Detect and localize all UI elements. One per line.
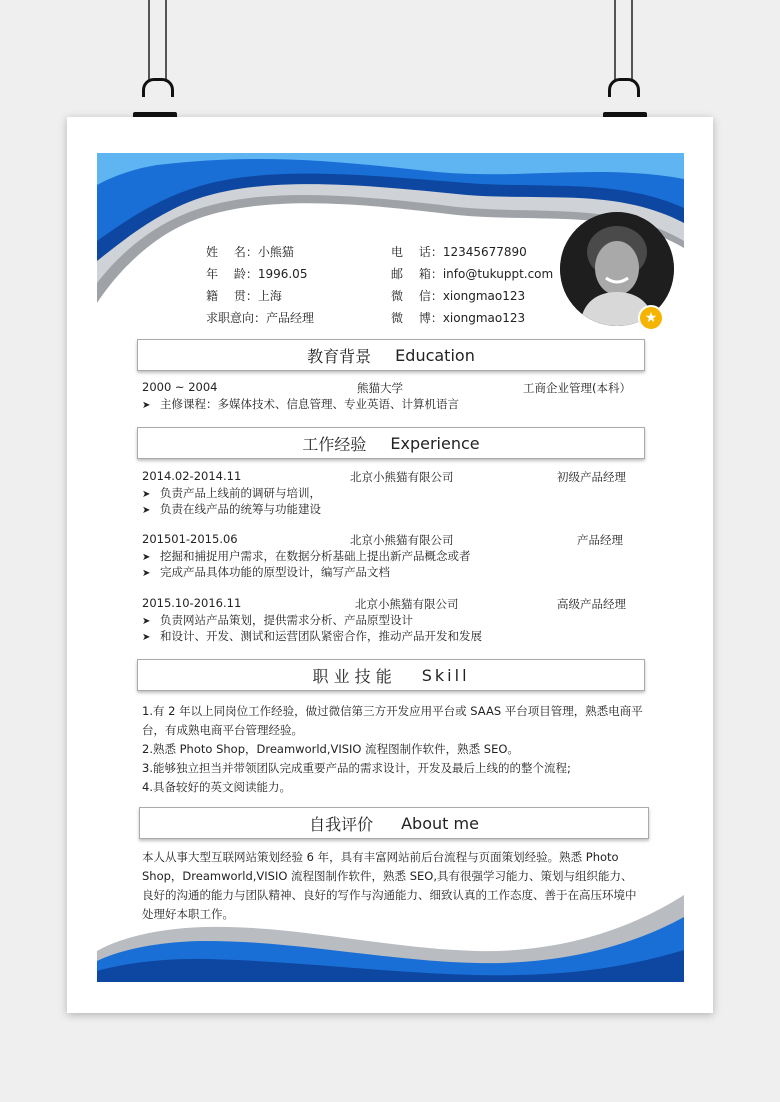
name-value: 小熊猫	[257, 245, 294, 259]
section-work-header	[137, 427, 645, 459]
binder-clip-icon	[142, 78, 174, 97]
wechat-value: xiongmao123	[442, 289, 526, 303]
section-title-en: Skill	[421, 665, 470, 685]
age-value: 1996.05	[257, 267, 308, 281]
list-item: ➤ 负责产品上线前的调研与培训，	[142, 486, 321, 500]
name-row: 姓 名：小熊猫	[206, 245, 294, 259]
section-about-header	[139, 807, 649, 839]
list-item: ➤ 负责网站产品策划，提供需求分析、产品原型设计	[142, 613, 413, 627]
arrow-right-icon: ➤	[142, 505, 151, 516]
section-title-cn: 教育背景	[307, 346, 372, 366]
section-education-header	[137, 339, 645, 371]
clip-wire-right	[614, 0, 616, 82]
list-item: ➤ 挖掘和捕捉用户需求，在数据分析基础上提出新产品概念或者	[142, 549, 471, 563]
job-company: 北京小熊猫有限公司	[350, 470, 454, 484]
skill-line-4: 4.具备较好的英文阅读能力。	[142, 780, 291, 794]
phone-row: 电 话：12345677890	[391, 245, 527, 259]
job-company: 北京小熊猫有限公司	[350, 533, 454, 547]
arrow-right-icon: ➤	[142, 400, 151, 411]
job-role: 产品经理	[577, 533, 623, 547]
intent-value: 产品经理	[266, 311, 315, 325]
job-company: 北京小熊猫有限公司	[355, 597, 459, 611]
section-title-cn: 自我评价	[309, 814, 374, 834]
skill-line-2: 2.熟悉 Photo Shop，Dreamworld,VISIO 流程图制作软件，熟悉 SEO。	[142, 742, 519, 756]
list-item: ➤ 负责在线产品的统筹与功能建设	[142, 502, 321, 516]
job-role: 高级产品经理	[557, 597, 626, 611]
clip-wire-left	[148, 0, 150, 82]
section-title-cn: 职 业 技 能	[312, 666, 392, 686]
list-item: ➤ 主修课程：多媒体技术、信息管理、专业英语、计算机语言	[142, 397, 459, 411]
job-period: 2015.10-2016.11	[142, 596, 242, 610]
weibo-value: xiongmao123	[442, 311, 526, 325]
wechat-row: 微 信：xiongmao123	[391, 289, 526, 303]
job-period: 2014.02-2014.11	[142, 469, 242, 483]
list-item: ➤ 完成产品具体功能的原型设计，编写产品文档	[142, 565, 390, 579]
section-title-en: Experience	[390, 433, 480, 453]
list-item: ➤ 和设计、开发、测试和运营团队紧密合作，推动产品开发和发展	[142, 629, 482, 643]
arrow-right-icon: ➤	[142, 489, 151, 500]
arrow-right-icon: ➤	[142, 568, 151, 579]
origin-value: 上海	[257, 289, 282, 303]
email-value[interactable]: info@tukuppt.com	[442, 267, 554, 281]
phone-value: 12345677890	[442, 245, 527, 259]
binder-clip-icon	[608, 78, 640, 97]
skill-line-3: 3.能够独立担当并带领团队完成重要产品的需求设计，开发及最后上线的的整个流程;	[142, 761, 571, 775]
clip-wire-left-2	[165, 0, 167, 82]
education-major: 工商企业管理(本科）	[523, 381, 631, 395]
arrow-right-icon: ➤	[142, 632, 151, 643]
education-period: 2000 ~ 2004	[142, 380, 218, 394]
intent-row: 求职意向：产品经理	[206, 311, 315, 325]
weibo-row: 微 博：xiongmao123	[391, 311, 526, 325]
skill-line-1: 1.有 2 年以上同岗位工作经验，做过微信第三方开发应用平台或 SAAS 平台项目管理，熟悉电商平台，有成熟电商平台管理经验。	[142, 704, 643, 737]
education-school: 熊猫大学	[357, 381, 403, 395]
origin-row: 籍 贯：上海	[206, 289, 282, 303]
about-text: 本人从事大型互联网站策划经验 6 年，具有丰富网站前后台流程与页面策划经验。熟悉 Photo Shop，Dreamworld,VISIO 流程图制作软件，熟悉 SEO,具有很强学习能力、策划与组织能力、良好的沟通的能力与团队精神、良好的写作与沟通能力、细致认真的工作态度、善于在高压环境中处理好本职工作。	[142, 850, 637, 921]
clip-wire-right-2	[631, 0, 633, 82]
age-row: 年 龄：1996.05	[206, 267, 308, 281]
section-title-cn: 工作经验	[302, 434, 367, 454]
arrow-right-icon: ➤	[142, 616, 151, 627]
section-title-en: Education	[395, 345, 475, 365]
star-icon: ★	[638, 305, 664, 331]
section-title-en: About me	[401, 813, 479, 833]
section-skill-header	[137, 659, 645, 691]
job-role: 初级产品经理	[557, 470, 626, 484]
email-row: 邮 箱：info@tukuppt.com	[391, 267, 554, 281]
job-period: 201501-2015.06	[142, 532, 238, 546]
arrow-right-icon: ➤	[142, 552, 151, 563]
